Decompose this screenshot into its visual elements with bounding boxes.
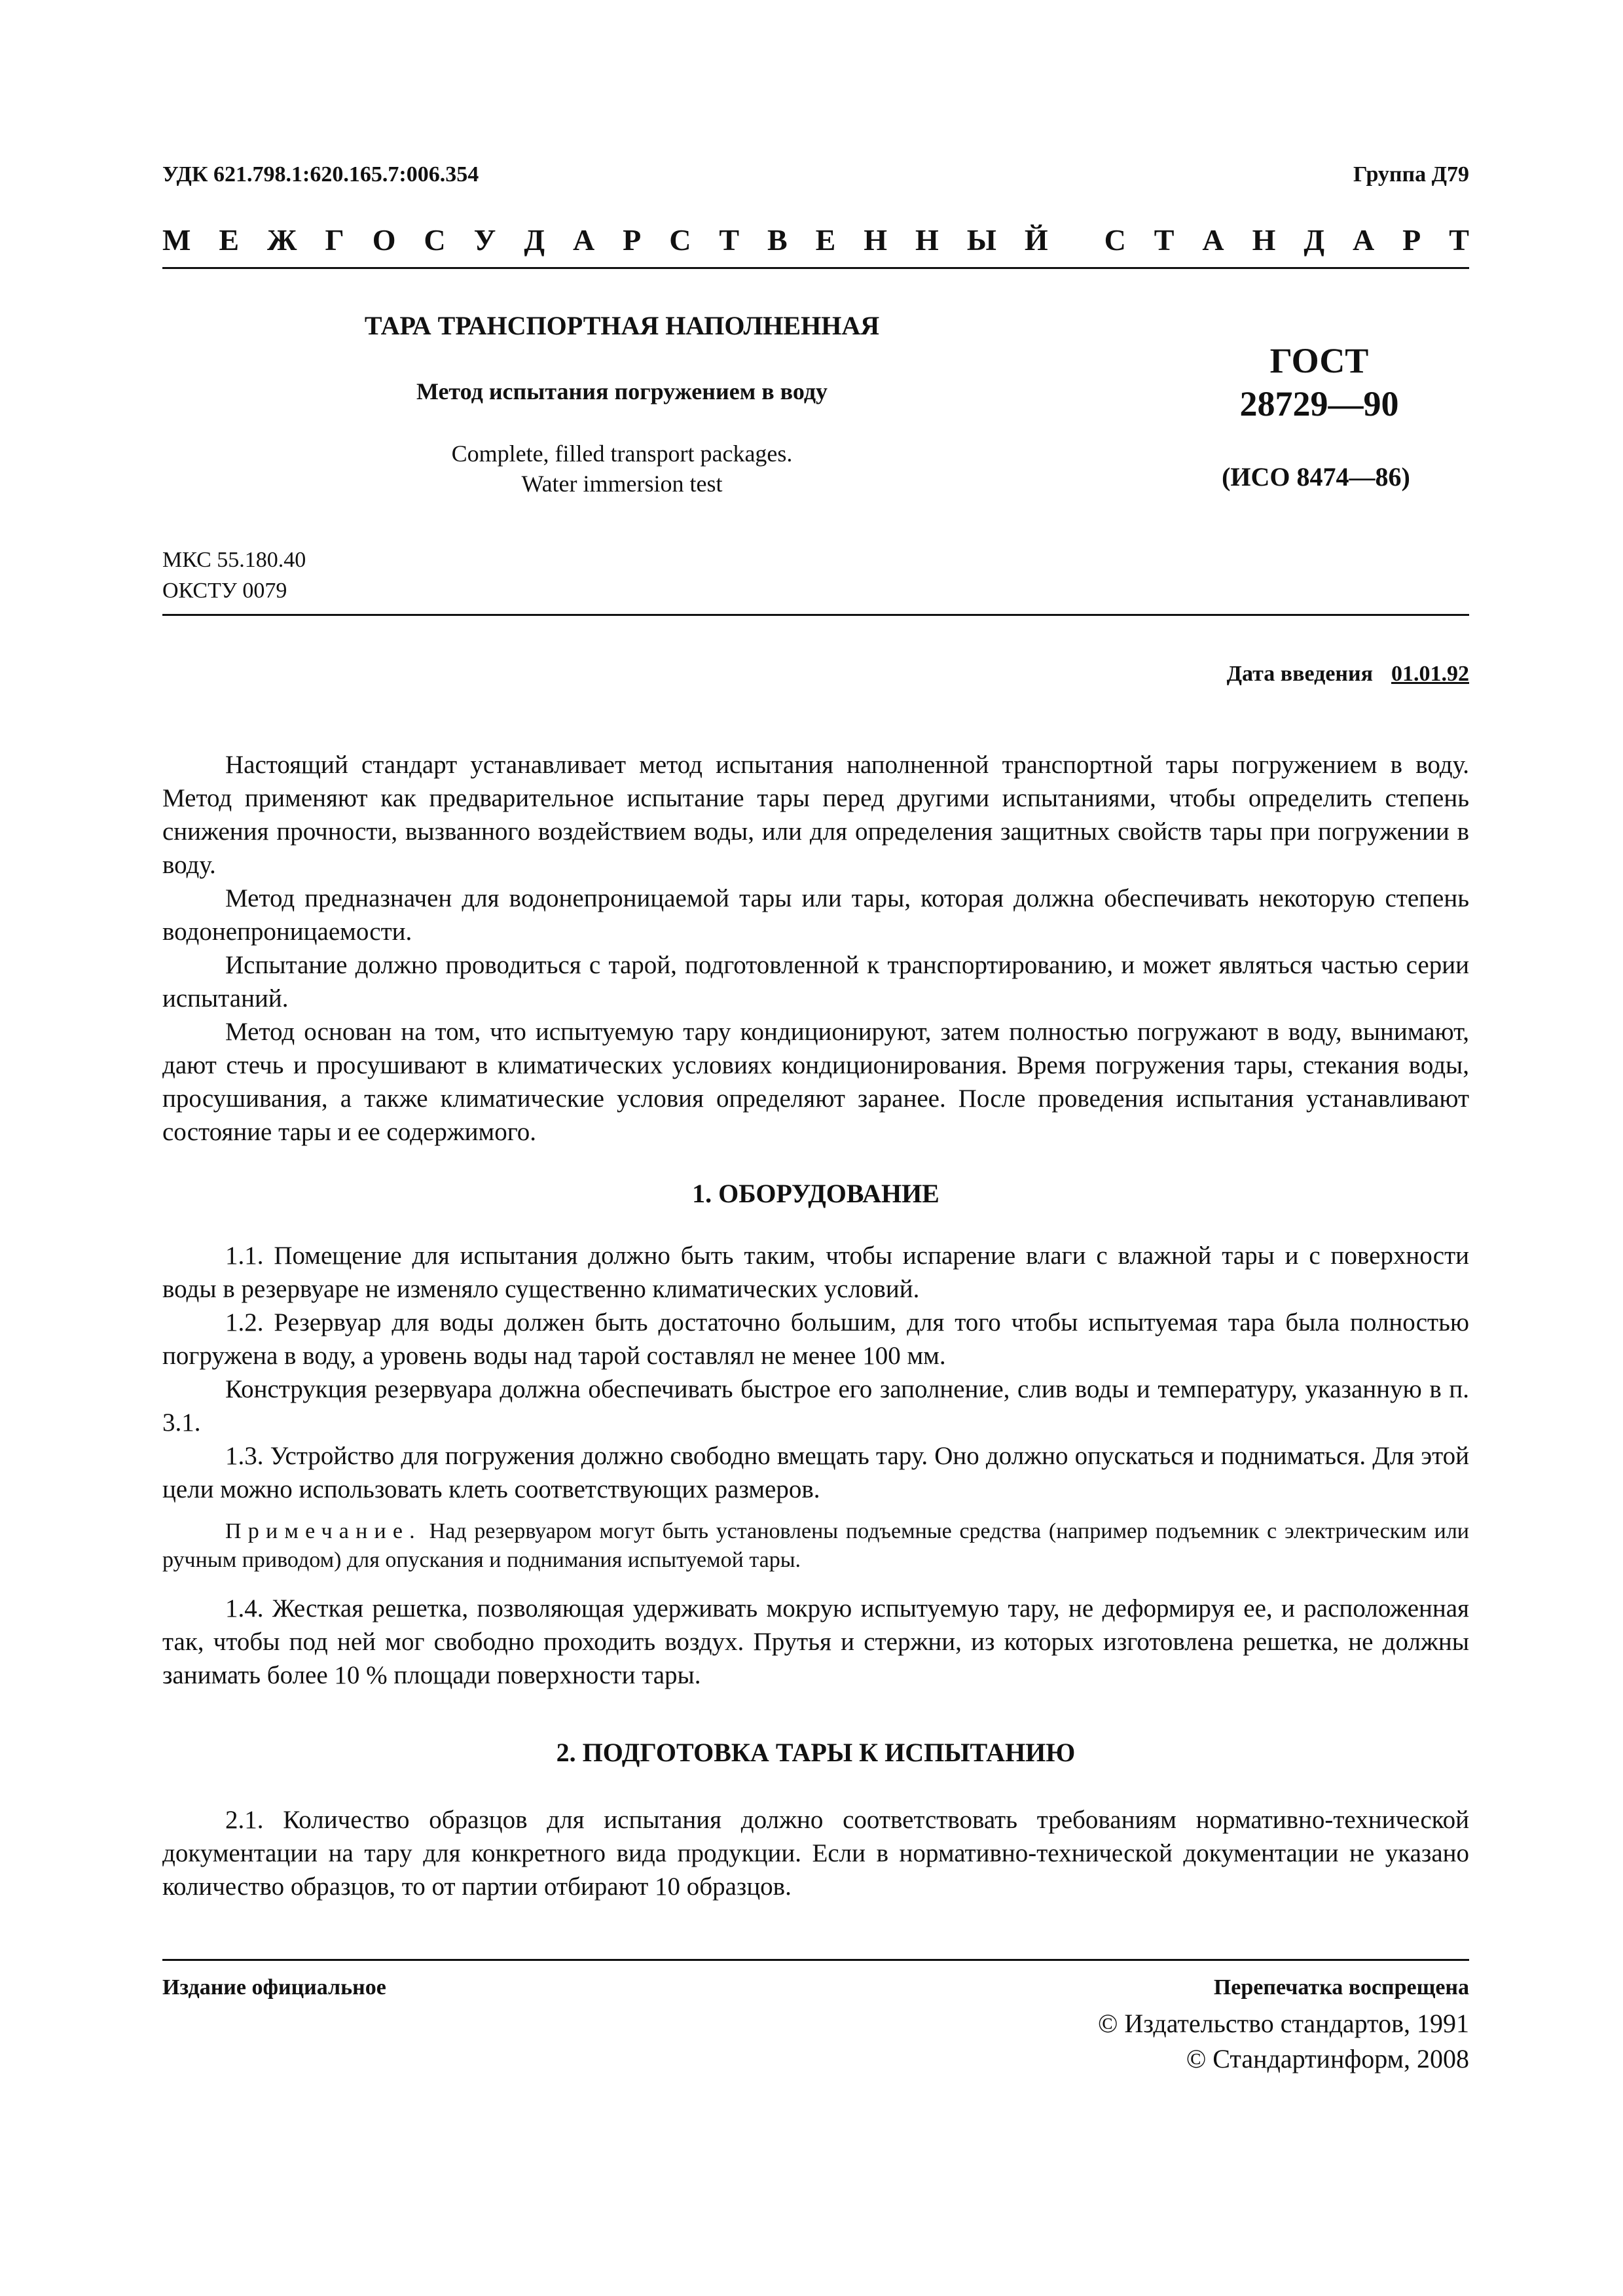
section-1-heading: 1. ОБОРУДОВАНИЕ: [692, 1179, 939, 1208]
gost-number: 28729—90: [1239, 384, 1399, 423]
banner-letter: Е: [815, 223, 836, 257]
banner-letter: В: [767, 223, 788, 257]
reprint-notice: Перепечатка воспрещена: [1213, 1975, 1469, 2000]
section-1-note: [162, 1517, 1469, 1575]
note-label: Примечание.: [225, 1519, 422, 1543]
intro-date: [1227, 662, 1469, 687]
banner-letter: Т: [719, 223, 740, 257]
banner-letter: Д: [524, 223, 545, 257]
banner-letter: А: [1352, 223, 1375, 257]
document-subtitle: Метод испытания погружением в воду: [416, 378, 828, 404]
banner-letter: Ы: [966, 223, 996, 257]
banner-letter: Д: [1304, 223, 1324, 257]
intro-date-value: 01.01.92: [1391, 662, 1469, 686]
footer-rule: [162, 1959, 1469, 1961]
banner-letter: С: [1104, 223, 1126, 257]
section-2-paragraph: 2.1. Количество образцов для испытания должно соответствовать требованиям нормативно-технической документации на тару для конкретного вида продукции. Если в нормативно-технической документации не указано количество образцов, то от партии отбирают 10 образцов.: [162, 1806, 1469, 1901]
section-2-heading: 2. ПОДГОТОВКА ТАРЫ К ИСПЫТАНИЮ: [556, 1738, 1076, 1767]
banner-letter: Г: [325, 223, 344, 257]
english-title: [327, 439, 917, 499]
banner-letter: У: [473, 223, 496, 257]
banner-letter: Т: [1449, 223, 1469, 257]
edition-label: Издание официальное: [162, 1975, 386, 2000]
banner-letter: С: [669, 223, 691, 257]
banner-letter: О: [372, 223, 396, 257]
intro-section: [162, 748, 1469, 1149]
banner-letter: А: [572, 223, 595, 257]
group-code: Группа Д79: [1353, 162, 1469, 187]
standard-banner: [162, 223, 1469, 257]
gost-label: ГОСТ: [1269, 341, 1369, 380]
intro-paragraph: Метод предназначен для водонепроницаемой тары или тары, которая должна обеспечивать некоторую степень водонепроницаемости.: [162, 884, 1469, 946]
section-1-paragraph: 1.4. Жесткая решетка, позволяющая удерживать мокрую испытуемую тару, не деформируя ее, и расположенная так, чтобы под ней мог свободно проходить воздух. Прутья и стержни, из которых изготовлена решетка, не должны занимать более 10 % площади поверхности тары.: [162, 1594, 1469, 1689]
banner-letter: Р: [623, 223, 642, 257]
banner-letter: Н: [864, 223, 888, 257]
english-title-line-2: Water immersion test: [521, 471, 723, 497]
section-1-item-4: [162, 1592, 1469, 1692]
intro-date-label: Дата введения: [1226, 662, 1373, 686]
section-1-paragraph: Конструкция резервуара должна обеспечивать быстрое его заполнение, слив воды и температуру, указанную в п. 3.1.: [162, 1375, 1469, 1437]
english-title-line-1: Complete, filled transport packages.: [451, 440, 793, 467]
okstu-code: ОКСТУ 0079: [162, 579, 287, 603]
intro-paragraph: Настоящий стандарт устанавливает метод испытания наполненной транспортной тары погружением в воду. Метод применяют как предварительное испытание тары перед другими испытаниями, чтобы определить степень снижения прочности, вызванного воздействием воды, или для определения защитных свойств тары при погружении в воду.: [162, 751, 1469, 879]
iso-reference: (ИСО 8474—86): [1222, 462, 1410, 492]
copyright-line-1: © Издательство стандартов, 1991: [1097, 2009, 1469, 2038]
mks-code: МКС 55.180.40: [162, 548, 306, 572]
section-1-paragraph: 1.1. Помещение для испытания должно быть таким, чтобы испарение влаги с влажной тары и с поверхности воды в резервуаре не изменяло существенно климатических условий.: [162, 1242, 1469, 1303]
section-2-body: [162, 1803, 1469, 1903]
intro-paragraph: Испытание должно проводиться с тарой, подготовленной к транспортированию, и может являться частью серии испытаний.: [162, 951, 1469, 1013]
banner-letter: Т: [1154, 223, 1175, 257]
note-text: Над резервуаром могут быть установлены подъемные средства (например подъемник с электрическим или ручным приводом) для опускания и поднимания испытуемой тары.: [162, 1519, 1470, 1572]
section-1-paragraph: 1.2. Резервуар для воды должен быть достаточно большим, для того чтобы испытуемая тара была полностью погружена в воду, а уровень воды над тарой составлял не менее 100 мм.: [162, 1308, 1469, 1370]
banner-letter: Р: [1402, 223, 1421, 257]
intro-paragraph: Метод основан на том, что испытуемую тару кондиционируют, затем полностью погружают в воду, вынимают, дают стечь и просушивают в климатических условиях кондиционирования. Время погружения тары, стекания воды, просушивания, а также климатические условия определяют заранее. После проведения испытания устанавливают состояние тары и ее содержимого.: [162, 1018, 1469, 1146]
copyright-line-2: © Стандартинформ, 2008: [1186, 2044, 1469, 2073]
section-1-body: [162, 1239, 1469, 1506]
document-title: ТАРА ТРАНСПОРТНАЯ НАПОЛНЕННАЯ: [364, 311, 880, 340]
banner-letter: М: [162, 223, 191, 257]
banner-letter: Й: [1024, 223, 1048, 257]
udk-code: УДК 621.798.1:620.165.7:006.354: [162, 162, 479, 187]
classification-codes: [162, 545, 306, 606]
gost-designation: [1211, 339, 1427, 425]
banner-letter: Ж: [267, 223, 297, 257]
section-1-paragraph: 1.3. Устройство для погружения должно свободно вмещать тару. Оно должно опускаться и подниматься. Для этой цели можно использовать клеть соответствующих размеров.: [162, 1442, 1469, 1503]
banner-letter: А: [1202, 223, 1224, 257]
banner-letter: Н: [1252, 223, 1276, 257]
banner-letter: Н: [915, 223, 939, 257]
banner-letter: С: [424, 223, 446, 257]
banner-letter: Е: [219, 223, 240, 257]
header-rule: [162, 267, 1469, 269]
codes-rule: [162, 614, 1469, 616]
